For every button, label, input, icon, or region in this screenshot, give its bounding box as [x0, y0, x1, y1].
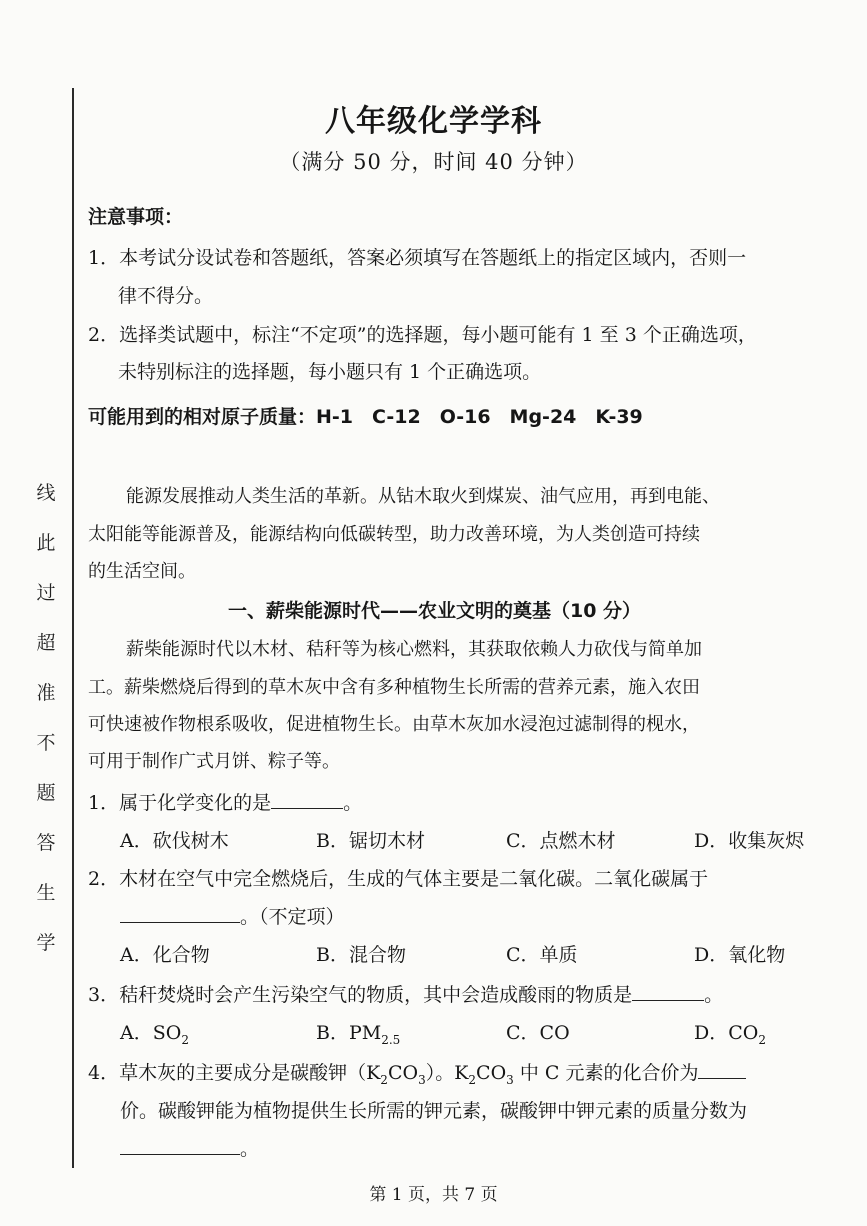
question-3-option-d-text: D．CO	[694, 1022, 759, 1044]
question-3-option-a-text: A．SO	[120, 1022, 182, 1044]
question-3-option-b-sub: 2.5	[381, 1032, 401, 1047]
question-3-end: 。	[704, 984, 724, 1006]
notice-item-1-line-2: 律不得分。	[118, 285, 214, 307]
question-2-tail: 。（不定项）	[240, 906, 345, 928]
question-2-answer-blank[interactable]	[120, 904, 240, 923]
question-1-end: 。	[343, 792, 363, 814]
binding-margin-line	[72, 88, 74, 1168]
question-4-valence-blank[interactable]	[698, 1060, 746, 1079]
question-2-line-2	[120, 902, 345, 929]
question-3-stem	[88, 980, 723, 1007]
question-4-text-3: ）。K	[425, 1062, 469, 1084]
question-1-option-d: D．收集灰烬	[694, 830, 805, 852]
intro-line-1: 能源发展推动人类生活的革新。从钻木取火到煤炭、油气应用，再到电能、	[126, 486, 720, 507]
question-1-option-a: A．砍伐树木	[120, 830, 229, 852]
question-2-option-c: C．单质	[506, 944, 578, 966]
question-4-mass-fraction-blank[interactable]	[120, 1136, 240, 1155]
binding-margin-text	[32, 478, 60, 978]
question-4-sub-2: 3	[418, 1072, 426, 1087]
margin-char: 准	[36, 682, 56, 704]
question-4-stem	[88, 1058, 746, 1087]
question-4-line-3	[120, 1134, 259, 1161]
question-2-option-a: A．化合物	[120, 944, 210, 966]
question-2-stem: 2．木材在空气中完全燃烧后，生成的气体主要是二氧化碳。二氧化碳属于	[88, 868, 709, 890]
margin-char: 答	[36, 832, 56, 854]
notice-item-2-line-1: 2．选择类试题中，标注“不定项”的选择题，每小题可能有 1 至 3 个正确选项，	[88, 324, 757, 346]
question-1-option-c: C．点燃木材	[506, 830, 616, 852]
question-3-text: 3．秸秆焚烧时会产生污染空气的物质，其中会造成酸雨的物质是	[88, 984, 633, 1006]
question-3-option-d-sub: 2	[758, 1032, 766, 1047]
question-4-line-2: 价。碳酸钾能为植物提供生长所需的钾元素，碳酸钾中钾元素的质量分数为	[120, 1100, 748, 1122]
atomic-mass-line	[88, 402, 643, 429]
question-2-option-b: B．混合物	[316, 944, 406, 966]
atomic-mass-text: 可能用到的相对原子质量：H-1 C-12 O-16 Mg-24 K-39	[88, 406, 643, 428]
question-1-text: 1．属于化学变化的是	[88, 792, 272, 814]
question-2-option-d: D．氧化物	[694, 944, 786, 966]
question-1-stem	[88, 788, 362, 815]
intro-line-2: 太阳能等能源普及，能源结构向低碳转型，助力改善环境，为人类创造可持续	[88, 524, 700, 545]
section-1-line-1: 薪柴能源时代以木材、秸秆等为核心燃料，其获取依赖人力砍伐与简单加	[126, 639, 702, 660]
notice-item-1-line-1: 1．本考试分设试卷和答题纸，答案必须填写在答题纸上的指定区域内，否则一	[88, 247, 747, 269]
question-3-option-a	[120, 1018, 189, 1047]
margin-char: 超	[36, 632, 56, 654]
question-4-text-1: 4．草木灰的主要成分是碳酸钾（K	[88, 1062, 381, 1084]
notice-heading: 注意事项：	[88, 206, 184, 228]
question-4-text-2: CO	[387, 1062, 419, 1084]
margin-char: 此	[36, 532, 56, 554]
intro-line-3: 的生活空间。	[88, 561, 196, 582]
question-3-answer-blank[interactable]	[632, 982, 704, 1001]
section-1-line-4: 可用于制作广式月饼、粽子等。	[88, 751, 340, 772]
section-1-line-3: 可快速被作物根系吸收，促进植物生长。由草木灰加水浸泡过滤制得的枧水，	[88, 714, 700, 735]
question-3-option-a-sub: 2	[181, 1032, 189, 1047]
question-3-option-c: C．CO	[506, 1022, 570, 1044]
question-4-sub-4: 3	[506, 1072, 514, 1087]
question-3-option-b-text: B．PM	[316, 1022, 382, 1044]
margin-char: 过	[36, 582, 56, 604]
question-4-end: 。	[240, 1138, 260, 1160]
page-title: 八年级化学学科	[325, 104, 542, 139]
margin-char: 题	[36, 782, 56, 804]
margin-char: 线	[36, 482, 56, 504]
exam-subtitle: （满分 50 分，时间 40 分钟）	[279, 150, 588, 174]
question-4-text-4: CO	[476, 1062, 507, 1084]
question-1-option-b: B．锯切木材	[316, 830, 425, 852]
question-4-sub-1: 2	[380, 1072, 388, 1087]
section-1-heading: 一、薪柴能源时代——农业文明的奠基（10 分）	[228, 600, 642, 622]
margin-char: 生	[36, 882, 56, 904]
question-1-answer-blank[interactable]	[271, 790, 343, 809]
question-4-text-5: 中 C 元素的化合价为	[513, 1062, 699, 1084]
margin-char: 不	[36, 732, 56, 754]
question-4-sub-3: 2	[468, 1072, 477, 1087]
section-1-line-2: 工。薪柴燃烧后得到的草木灰中含有多种植物生长所需的营养元素，施入农田	[88, 677, 700, 698]
question-3-option-b	[316, 1018, 400, 1047]
margin-char: 学	[36, 932, 56, 954]
question-3-option-d	[694, 1018, 766, 1047]
notice-item-2-line-2: 未特别标注的选择题，每小题只有 1 个正确选项。	[118, 361, 542, 383]
page-number: 第 1 页，共 7 页	[369, 1185, 498, 1205]
